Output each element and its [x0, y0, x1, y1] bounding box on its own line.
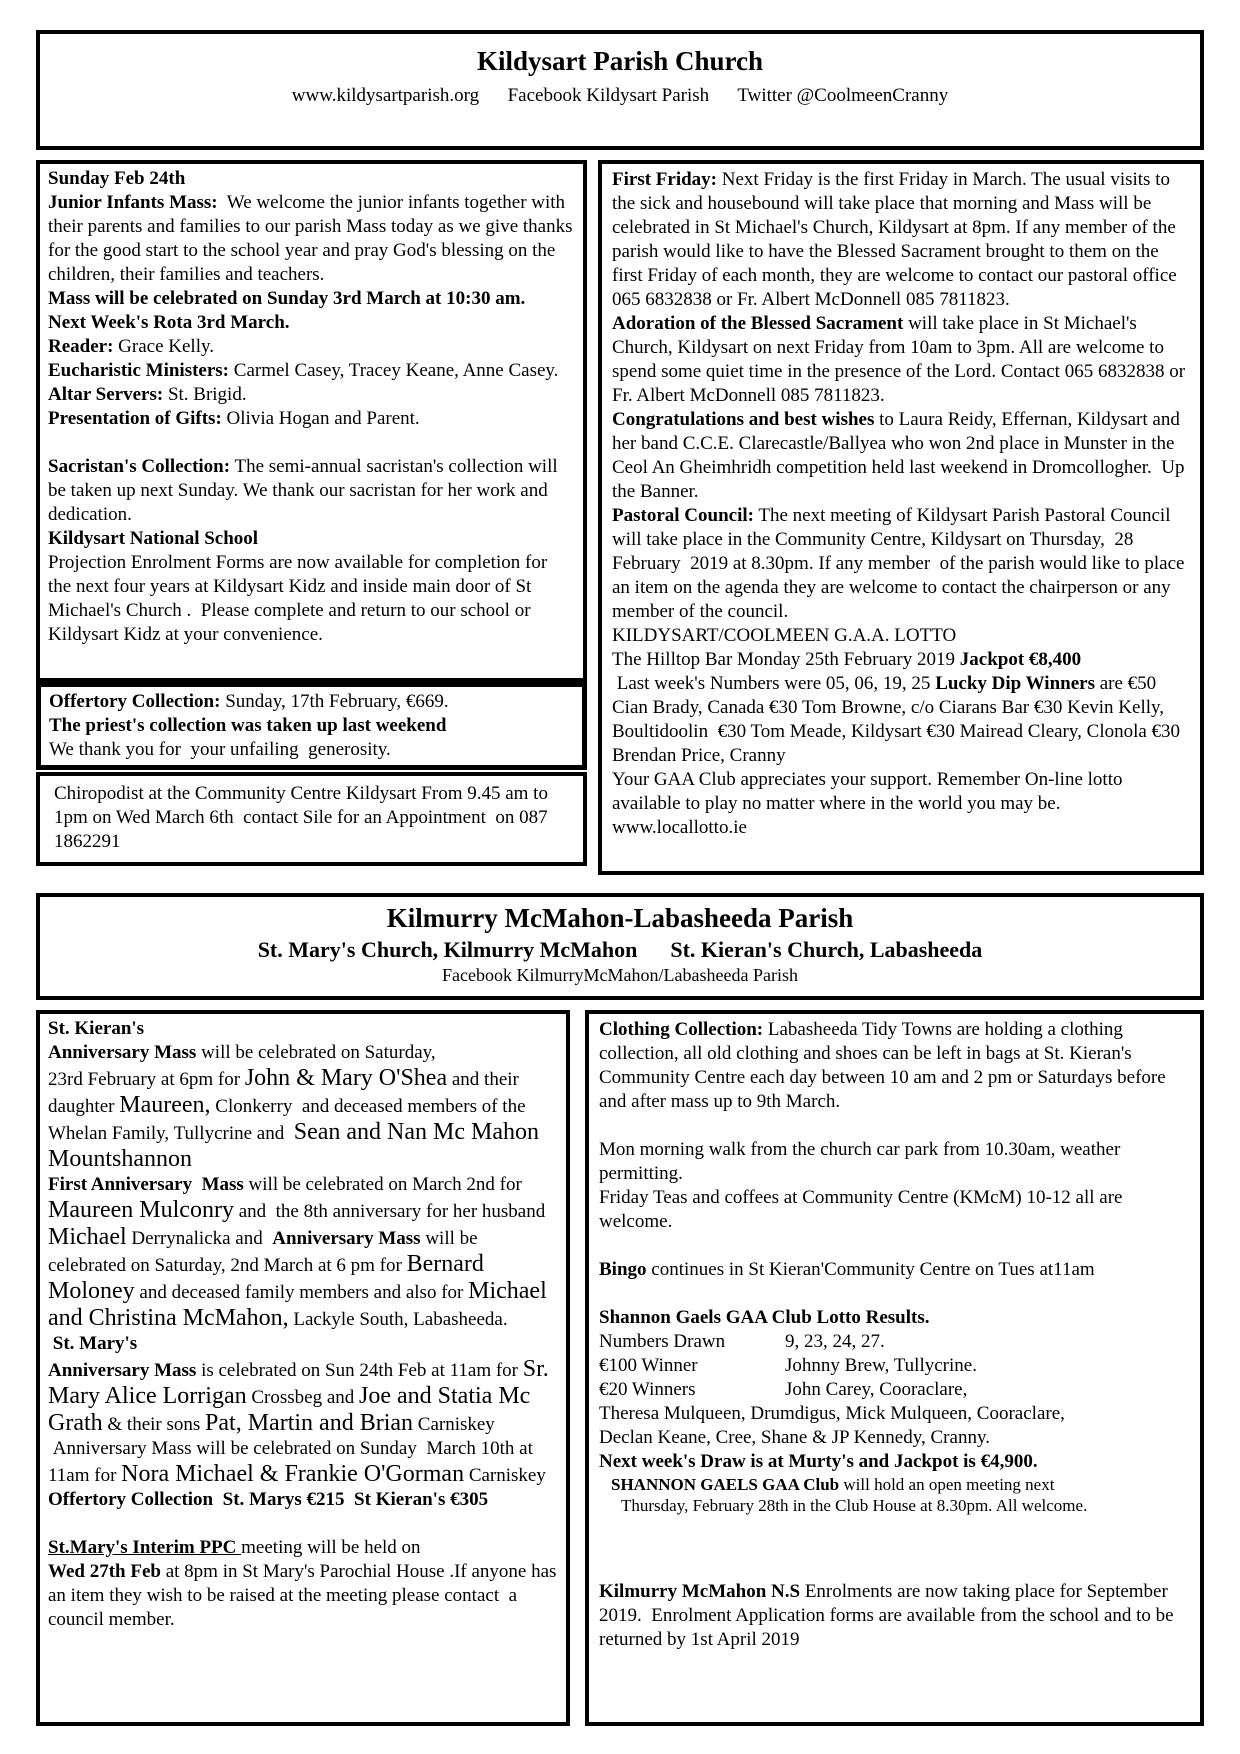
paragraph [48, 1041, 558, 1065]
text-run: Kildysart National School [48, 528, 259, 549]
text-run: Adoration of the Blessed Sacrament [612, 313, 904, 334]
text-run: SHANNON GAELS GAA Club [611, 1475, 840, 1494]
paragraph [48, 1488, 558, 1512]
text-run: Mass will be celebrated on Sunday 3rd March at 10:30 am. [48, 288, 526, 309]
paragraph [599, 1580, 1190, 1652]
text-run: to Laura Reidy, Effernan, Kildysart and her band C.C.E. Clarecastle/Ballyea who won 2nd place in Munster in the Ceol An Gheimhridh competition held last weekend in Dromcollogher. Up the Banner. [612, 409, 1190, 502]
text-run: Anniversary Mass [48, 1042, 197, 1063]
text-run: will be celebrated on Saturday, 2nd March at 6 pm for [48, 1228, 483, 1276]
paragraph [48, 287, 575, 311]
text-run: and deceased family members and also for [134, 1282, 469, 1303]
text-run: will take place in St Michael's Church, Kildysart on next Friday from 10am to 3pm. All are welcome to spend some quiet time in the presence of the Lord. Contact 065 6832838 or Fr. Albert McDonnell 085 7811823. [612, 313, 1190, 406]
text-run: John & Mary O'Shea [244, 1065, 448, 1091]
offertory-collection-box [36, 682, 587, 770]
text-run: Reader: [48, 336, 114, 357]
text-run: Congratulations and best wishes [612, 409, 875, 430]
kilmurry-churches-line: St. Mary's Church, Kilmurry McMahon St. Kieran's Church, Labasheeda [257, 937, 983, 962]
text-run: 23rd February at 6pm for [48, 1069, 245, 1090]
text-run: St. Kieran's [48, 1018, 145, 1039]
paragraph [612, 504, 1190, 624]
text-run: Maureen, [119, 1092, 211, 1118]
text-run: will hold an open meeting next [839, 1475, 1055, 1494]
kildysart-right-box [598, 160, 1204, 875]
text-run: will be celebrated on March 2nd for [243, 1174, 527, 1195]
paragraph [599, 1258, 1190, 1282]
text-run: Your GAA Club appreciates your support. Remember On-line lotto available to play no matter where in the world you may be. [612, 769, 1128, 814]
kildysart-header-box [36, 30, 1204, 150]
kilmurry-title: Kilmurry McMahon-Labasheeda Parish [386, 903, 854, 933]
text-run: Next week's Draw is at Murty's and Jackpot is €4,900. [599, 1451, 1038, 1472]
paragraph [48, 1356, 558, 1437]
kildysart-title: Kildysart Parish Church [476, 46, 764, 76]
text-run: The semi-annual sacristan's collection will be taken up next Sunday. We thank our sacristan for her work and dedication. [48, 456, 563, 525]
paragraph [48, 359, 575, 383]
text-run: Sunday, 17th February, €669. [220, 691, 449, 712]
text-run: Clonkerry and deceased members of the Whelan Family, Tullycrine and [48, 1096, 530, 1144]
paragraph [48, 1065, 558, 1173]
text-run: Bingo [599, 1259, 647, 1280]
text-run: continues in St Kieran'Community Centre on Tues at11am [646, 1259, 1095, 1280]
text-run: Sean and Nan Mc Mahon Mountshannon [48, 1119, 546, 1172]
text-run: Carniskey [464, 1465, 546, 1486]
kilmurry-header-box [36, 893, 1204, 1000]
paragraph [612, 648, 1190, 672]
text-run: Jackpot €8,400 [959, 649, 1082, 670]
chiropodist-notice-box [36, 772, 587, 866]
text-run: Joe and Statia Mc Grath [48, 1383, 537, 1436]
text-run: Pat, Martin and Brian [205, 1410, 414, 1436]
text-run: Michael [48, 1224, 127, 1250]
text-run: The Hilltop Bar Monday 25th February 2019 [612, 649, 960, 670]
text-run: We thank you for your unfailing generosity. [49, 739, 391, 760]
paragraph [48, 335, 575, 359]
paragraph [599, 1186, 1190, 1234]
text-run: Chiropodist at the Community Centre Kildysart From 9.45 am to 1pm on Wed March 6th contact Sile for an Appointment on 087 1862291 [54, 783, 558, 852]
text-run: Wed 27th Feb [48, 1561, 161, 1582]
text-run: Grace Kelly. [113, 336, 214, 357]
paragraph [48, 1017, 558, 1041]
paragraph [48, 407, 575, 431]
text-run: St.Mary's Interim PPC [48, 1537, 242, 1558]
text-run: First Friday: [612, 169, 718, 190]
border-gap [1200, 1482, 1204, 1548]
paragraph [612, 624, 1190, 648]
text-run: Derrynalicka and [126, 1228, 273, 1249]
text-run: Kilmurry McMahon N.S [599, 1581, 801, 1602]
text-run: Next Week's Rota 3rd March. [48, 312, 290, 333]
text-run: and their daughter [48, 1069, 524, 1117]
kildysart-contact-line: www.kildysartparish.org Facebook Kildysart Parish Twitter @CoolmeenCranny [291, 85, 949, 106]
text-run: will be celebrated on Saturday, [196, 1042, 436, 1063]
text-run: meeting will be held on [241, 1537, 421, 1558]
text-run: Anniversary Mass will be celebrated on Sunday March 10th at 11am for [48, 1438, 538, 1486]
text-run: Carniskey [413, 1414, 495, 1435]
paragraph [612, 408, 1190, 504]
text-run: First Anniversary Mass [48, 1174, 244, 1195]
text-run: Crossbeg and [246, 1387, 360, 1408]
kilmurry-right-box [585, 1010, 1204, 1726]
paragraph [49, 714, 574, 738]
text-run: Eucharistic Ministers: [48, 360, 230, 381]
text-run: Thursday, February 28th in the Club House at 8.30pm. All welcome. [621, 1496, 1088, 1515]
text-run: St. Brigid. [163, 384, 247, 405]
text-run: KILDYSART/COOLMEEN G.A.A. LOTTO [612, 625, 957, 646]
text-run: Lucky Dip Winners [935, 673, 1095, 694]
kildysart-left-column [36, 160, 587, 866]
text-run: Shannon Gaels GAA Club Lotto Results. [599, 1307, 930, 1328]
text-run: Sacristan's Collection: [48, 456, 231, 477]
text-run: Presentation of Gifts: [48, 408, 222, 429]
paragraph [599, 1138, 1190, 1186]
paragraph [48, 1437, 558, 1488]
kilmurry-facebook-line: Facebook KilmurryMcMahon/Labasheeda Parish [442, 965, 798, 985]
text-run: Carmel Casey, Tracey Keane, Anne Casey. [229, 360, 559, 381]
text-run: The next meeting of Kildysart Parish Pastoral Council will take place in the Community Centre, Kildysart on Thursday, 28 February 2019 at 8.30pm. If any member of the parish would like to place an item on the agenda they are welcome to contact the chairperson or any member of the council. [612, 505, 1190, 622]
text-run: Bernard Moloney [48, 1251, 490, 1304]
paragraph [48, 167, 575, 191]
text-run: 9, 23, 24, 27. [785, 1331, 885, 1352]
paragraph [48, 1332, 558, 1356]
paragraph [48, 311, 575, 335]
text-run: are €50 Cian Brady, Canada €30 Tom Browne, c/o Ciarans Bar €30 Kevin Kelly, Boultidoolin €30 Tom Meade, Kildysart €30 Mairead Cleary, Clonola €30 Brendan Price, Cranny [612, 673, 1185, 766]
paragraph [599, 1234, 1190, 1258]
text-run: Mon morning walk from the church car park from 10.30am, weather permitting. [599, 1139, 1126, 1184]
text-run: The priest's collection was taken up last weekend [49, 715, 447, 736]
paragraph [48, 383, 575, 407]
paragraph [48, 551, 575, 647]
text-run: John Carey, Cooraclare, [785, 1379, 968, 1400]
text-run: Johnny Brew, Tullycrine. [785, 1355, 977, 1376]
paragraph [599, 1306, 1190, 1330]
paragraph [54, 782, 575, 854]
paragraph [599, 1354, 1190, 1378]
paragraph [49, 738, 574, 762]
text-run: Anniversary Mass [48, 1360, 197, 1381]
text-run: We welcome the junior infants together with their parents and families to our parish Mass today as we give thanks for the good start to the school year and pray God's blessing on the children, their families and teachers. [48, 192, 578, 285]
paragraph [48, 431, 575, 455]
text-run: at 8pm in St Mary's Parochial House .If anyone has an item they wish to be raised at the meeting please contact a council member. [48, 1561, 562, 1630]
paragraph [612, 168, 1190, 312]
text-run: Clothing Collection: [599, 1019, 764, 1040]
text-run: Maureen Mulconry [48, 1197, 234, 1223]
paragraph [599, 1114, 1190, 1138]
text-run: Sunday Feb 24th [48, 168, 186, 189]
text-run: Enrolments are now taking place for September 2019. Enrolment Application forms are available from the school and to be returned by 1st April 2019 [599, 1581, 1179, 1650]
text-run: Pastoral Council: [612, 505, 754, 526]
text-run: €20 Winners [599, 1379, 696, 1400]
text-run: Next Friday is the first Friday in March. The usual visits to the sick and housebound will take place that morning and Mass will be celebrated in St Michael's Church, Kildysart at 8pm. If any member of the parish would like to have the Blessed Sacrament brought to them on the first Friday of each month, they are welcome to contact our pastoral office 065 6832838 or Fr. Albert McDonnell 085 7811823. [612, 169, 1182, 310]
paragraph [49, 690, 574, 714]
text-run: Theresa Mulqueen, Drumdigus, Mick Mulqueen, Cooraclare, [599, 1403, 1065, 1424]
text-run: Last week's Numbers were 05, 06, 19, 25 [612, 673, 936, 694]
kilmurry-left-box [36, 1010, 570, 1726]
text-run: www.locallotto.ie [612, 817, 747, 838]
text-run: & their sons [102, 1414, 206, 1435]
paragraph [612, 672, 1190, 768]
text-run: Offertory Collection St. Marys €215 St Kieran's €305 [48, 1489, 489, 1510]
kilmurry-section [36, 1010, 1204, 1726]
paragraph [599, 1018, 1190, 1114]
paragraph [48, 527, 575, 551]
paragraph [599, 1450, 1190, 1474]
text-run: Projection Enrolment Forms are now available for completion for the next four years at Kildysart Kidz and inside main door of St Michael's Church . Please complete and return to our school or Kildysart Kidz at your convenience. [48, 552, 552, 645]
text-run: Anniversary Mass [272, 1228, 421, 1249]
text-run: Lackyle South, Labasheeda. [288, 1309, 508, 1330]
text-run: Offertory Collection: [49, 691, 221, 712]
paragraph [48, 1536, 558, 1560]
text-run: Olivia Hogan and Parent. [221, 408, 420, 429]
text-run: Labasheeda Tidy Towns are holding a clothing collection, all old clothing and shoes can be left in bags at St. Kieran's Community Centre each day between 10 am and 2 pm or Saturdays before and after mass up to 9th March. [599, 1019, 1171, 1112]
paragraph [599, 1495, 1190, 1516]
text-run: Junior Infants Mass: [48, 192, 218, 213]
paragraph [612, 768, 1190, 816]
paragraph [599, 1282, 1190, 1306]
kildysart-section [36, 160, 1204, 875]
paragraph [48, 455, 575, 527]
text-run: Sr. Mary Alice Lorrigan [48, 1356, 555, 1409]
text-run: and the 8th anniversary for her husband [233, 1201, 550, 1222]
paragraph [48, 191, 578, 287]
text-run: Michael and Christina McMahon, [48, 1278, 553, 1331]
text-run: Altar Servers: [48, 384, 164, 405]
paragraph [48, 1173, 558, 1332]
paragraph [599, 1426, 1190, 1450]
text-run: is celebrated on Sun 24th Feb at 11am for [196, 1360, 523, 1381]
paragraph [48, 1560, 562, 1632]
text-run: Numbers Drawn [599, 1331, 726, 1352]
paragraph [612, 312, 1190, 408]
text-run: Declan Keane, Cree, Shane & JP Kennedy, Cranny. [599, 1427, 990, 1448]
paragraph [599, 1402, 1190, 1426]
text-run: Nora Michael & Frankie O'Gorman [121, 1461, 465, 1487]
paragraph [612, 816, 1190, 840]
paragraph [599, 1378, 1190, 1402]
kildysart-notices-box [36, 160, 587, 682]
text-run: €100 Winner [599, 1355, 698, 1376]
paragraph [599, 1474, 1190, 1495]
text-run: Friday Teas and coffees at Community Centre (KMcM) 10-12 all are welcome. [599, 1187, 1128, 1232]
paragraph [48, 1512, 558, 1536]
paragraph [599, 1330, 1190, 1354]
text-run: St. Mary's [48, 1333, 138, 1354]
